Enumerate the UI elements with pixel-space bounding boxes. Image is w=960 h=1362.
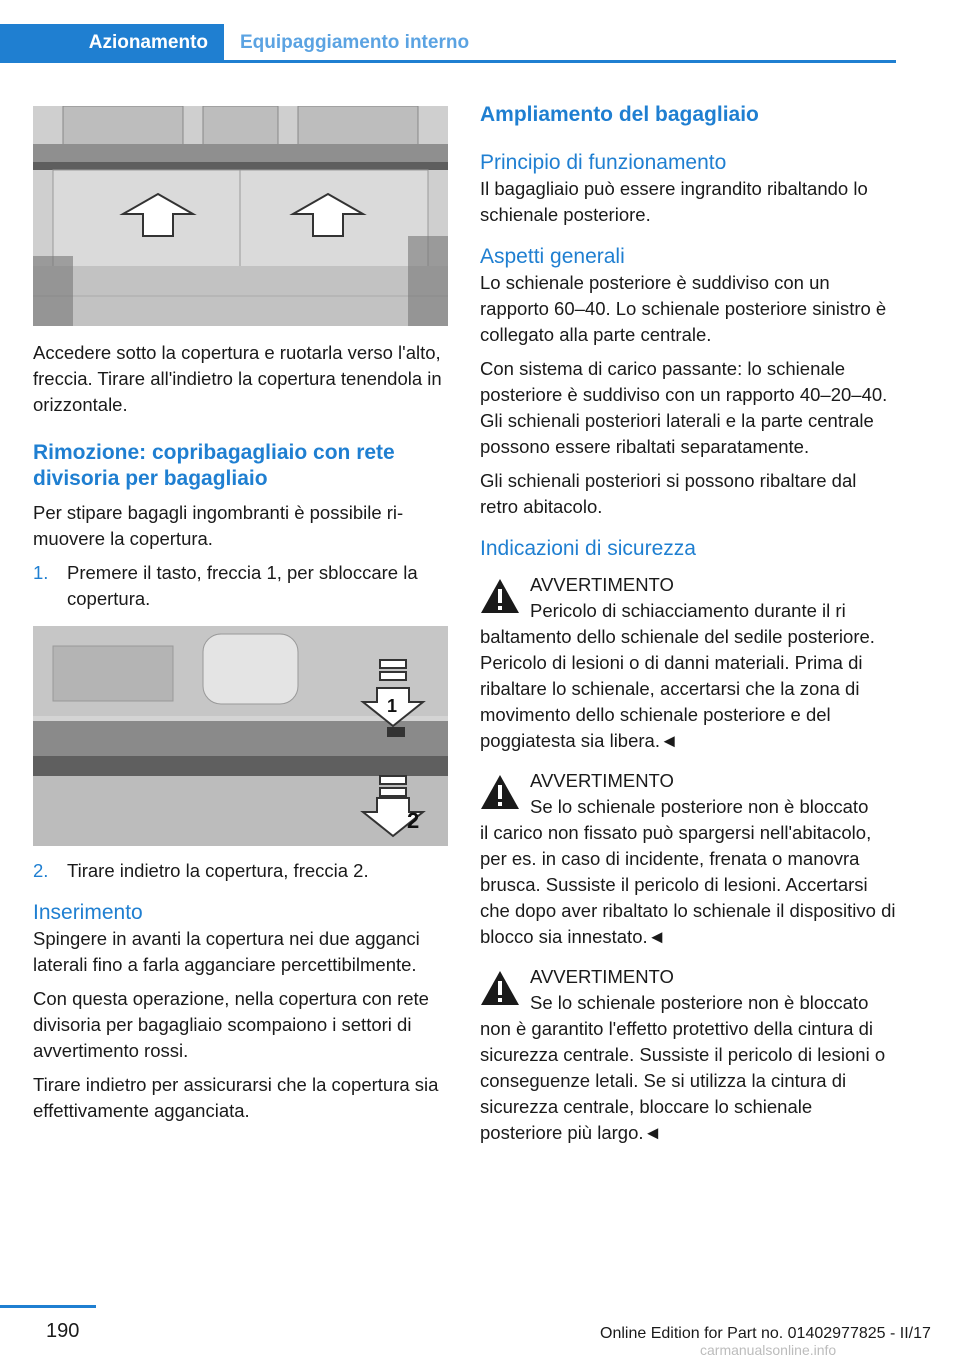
warning-text-rest: baltamento dello schienale del sedile posteriore. Pericolo di lesioni o di danni materiali. Prima di ribaltare lo schienale, accertarsi che la zona di movimento dello schienale posteriore e del poggiatesta sia libera.◄ bbox=[480, 626, 875, 751]
list-item bbox=[33, 560, 448, 612]
warning-text bbox=[480, 794, 898, 950]
heading-insert: Inserimento bbox=[33, 901, 143, 924]
paragraph-insert-1: Spingere in avanti la copertura nei due agganci laterali fino a farla agganciare percettibilmente. bbox=[33, 928, 420, 975]
cover-release-illustration bbox=[33, 626, 448, 846]
warning-triangle-icon bbox=[480, 578, 520, 614]
edition-note: Online Edition for Part no. 01402977825 - II/17 bbox=[600, 1325, 931, 1342]
step-text: Premere il tasto, freccia 1, per sbloccare la copertura. bbox=[67, 562, 418, 609]
warning-block bbox=[480, 572, 898, 754]
page-number: 190 bbox=[46, 1320, 80, 1342]
paragraph-general-1: Lo schienale posteriore è suddiviso con un rapporto 60–40. Lo schienale posteriore sinistro è collegato alla parte centrale. bbox=[480, 272, 887, 345]
warning-title: AVVERTIMENTO bbox=[530, 966, 674, 987]
step-number: 2. bbox=[33, 860, 49, 881]
warning-block bbox=[480, 964, 898, 1146]
figure-label-1: 1 bbox=[387, 696, 398, 716]
heading-general: Aspetti generali bbox=[480, 245, 625, 268]
paragraph-general-3: Gli schienali posteriori si possono ribaltare dal retro abitacolo. bbox=[480, 470, 857, 517]
list-item bbox=[33, 858, 448, 884]
figure-label-2: 2 bbox=[407, 808, 420, 833]
warning-text-rest: il carico non fissato può spargersi nell'abitacolo, per es. in caso di incidente, frenata o manovra brusca. Sussiste il pericolo di lesioni. Accertarsi che dopo aver ribaltato lo schienale il dispositivo di blocco sia innestato.◄ bbox=[480, 822, 896, 947]
warning-text bbox=[480, 990, 898, 1146]
paragraph-access: Accedere sotto la copertura e ruotarla verso l'alto, freccia. Tirare all'indietro la copertura tenendola in orizzontale. bbox=[33, 342, 442, 415]
heading-safety: Indicazioni di sicurezza bbox=[480, 537, 696, 560]
paragraph-insert-3: Tirare indietro per assicurarsi che la copertura sia effettivamente agganciata. bbox=[33, 1074, 439, 1121]
figure-cover-lift bbox=[33, 106, 448, 326]
step-text: Tirare indietro la copertura, freccia 2. bbox=[67, 860, 369, 881]
footer-rule bbox=[0, 1305, 96, 1308]
warning-triangle-icon bbox=[480, 774, 520, 810]
cargo-cover-illustration bbox=[33, 106, 448, 326]
watermark: carmanualsonline.info bbox=[700, 1342, 837, 1358]
header-rule bbox=[0, 60, 896, 63]
warning-title: AVVERTIMENTO bbox=[530, 574, 674, 595]
figure-cover-release bbox=[33, 626, 448, 846]
right-column bbox=[480, 102, 898, 1160]
step-number: 1. bbox=[33, 562, 49, 583]
warning-title: AVVERTIMENTO bbox=[530, 770, 674, 791]
heading-expansion: Ampliamento del bagagliaio bbox=[480, 103, 759, 126]
warning-text-first-line: Pericolo di schiacciamento durante il ri bbox=[530, 600, 846, 621]
heading-principle: Principio di funzionamento bbox=[480, 151, 727, 174]
tab-section[interactable]: Azionamento bbox=[0, 24, 224, 62]
warning-text bbox=[480, 598, 898, 754]
warning-block bbox=[480, 768, 898, 950]
paragraph-general-2: Con sistema di carico passante: lo schienale posteriore è suddiviso con un rapporto 40–20–40. Gli schienali posteriori laterali e la parte centrale possono essere ribaltati separatamente. bbox=[480, 358, 888, 457]
paragraph-principle: Il bagagliaio può essere ingrandito ribaltando lo schienale posteriore. bbox=[480, 178, 868, 225]
warning-text-rest: non è garantito l'effetto protettivo della cintura di sicurezza centrale. Sussiste il pericolo di lesioni o conseguenze letali. Se si utilizza la cintura di sicurezza centrale, bloccare lo schienale posteriore più largo.◄ bbox=[480, 1018, 886, 1143]
warning-text-first-line: Se lo schienale posteriore non è bloccato bbox=[530, 796, 869, 817]
paragraph-insert-2: Con questa operazione, nella copertura con rete divisoria per bagagliaio scompaiono i settori di avvertimento rossi. bbox=[33, 988, 429, 1061]
warning-text-first-line: Se lo schienale posteriore non è bloccato bbox=[530, 992, 869, 1013]
left-column bbox=[33, 106, 448, 1132]
warning-triangle-icon bbox=[480, 970, 520, 1006]
heading-removal: Rimozione: copribagagliaio con rete divisoria per bagagliaio bbox=[33, 441, 395, 490]
page-header bbox=[0, 0, 896, 64]
paragraph-removal: Per stipare bagagli ingombranti è possibile rimuovere la copertura. bbox=[33, 502, 404, 549]
tab-chapter[interactable]: Equipaggiamento interno bbox=[240, 32, 470, 53]
